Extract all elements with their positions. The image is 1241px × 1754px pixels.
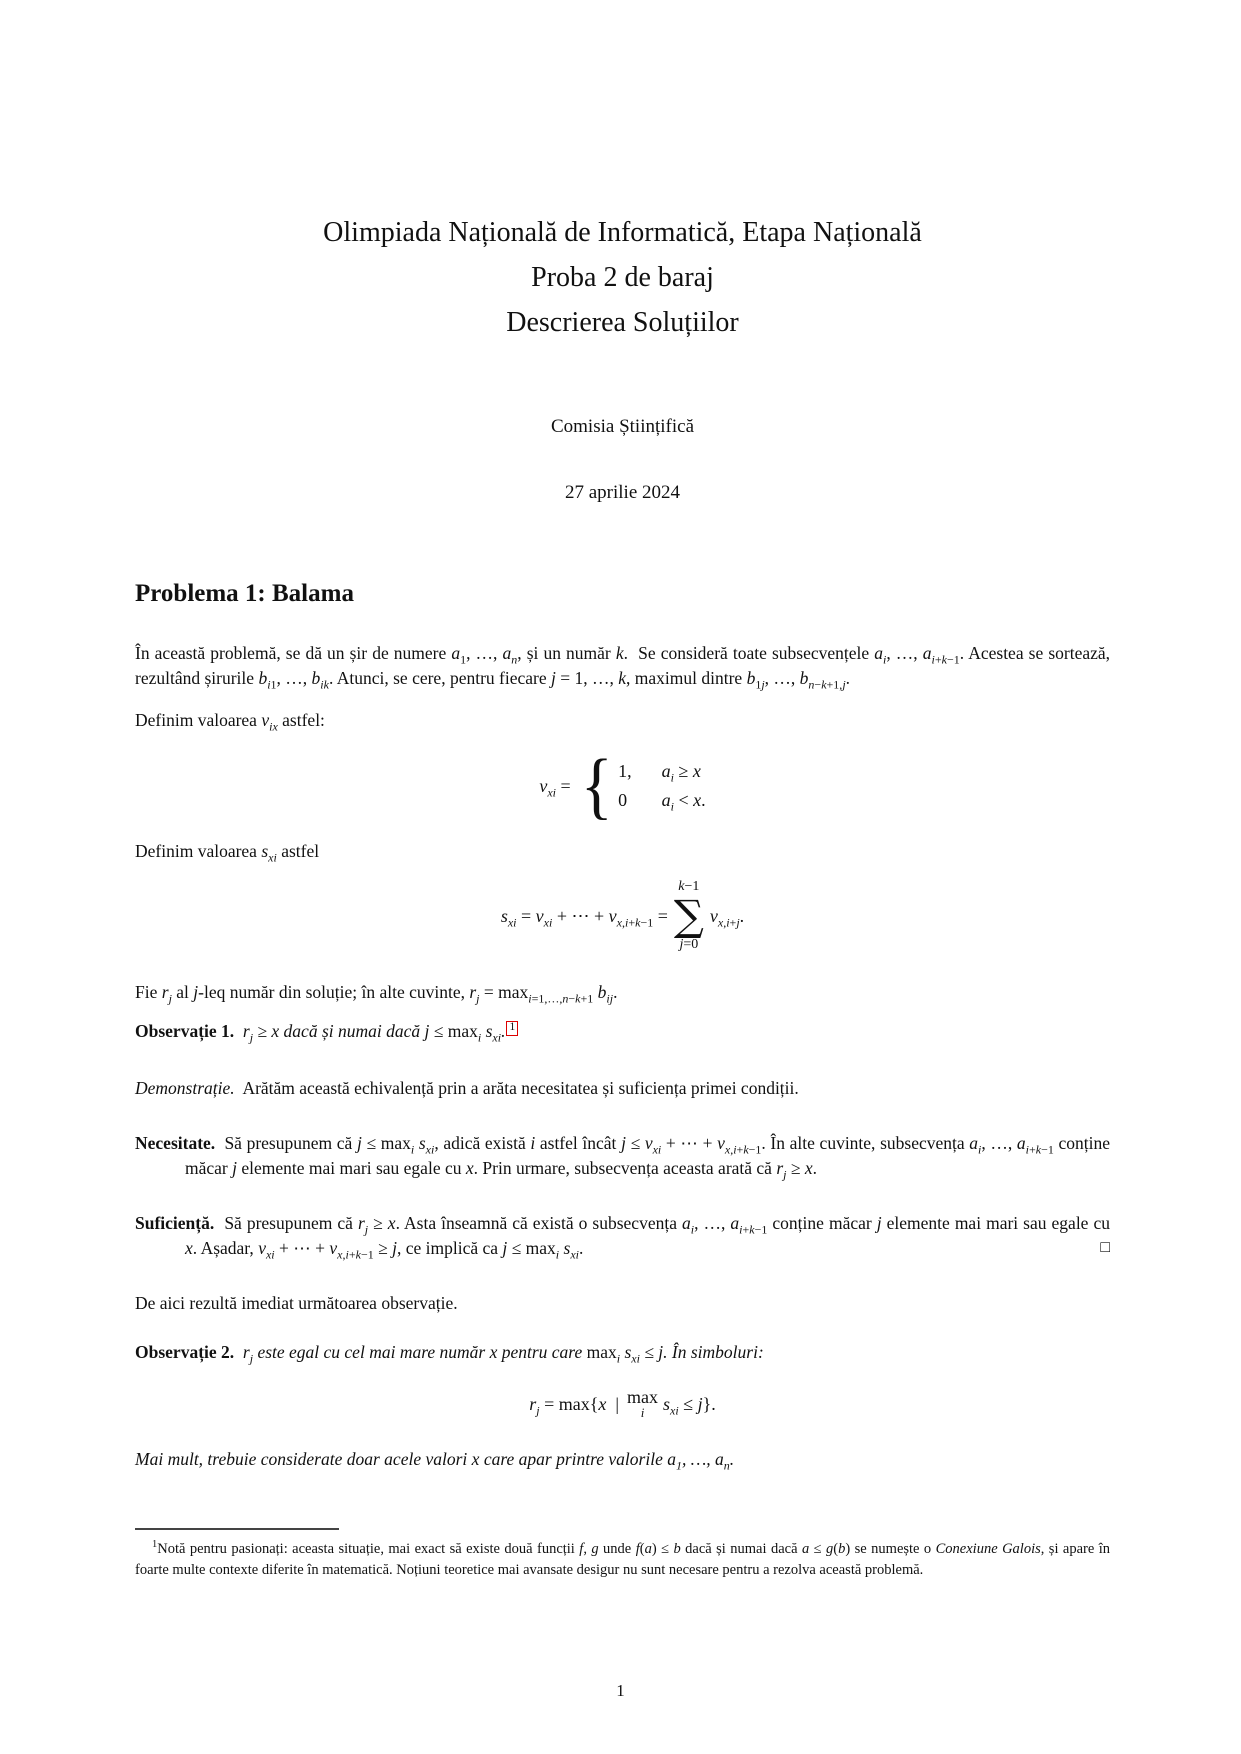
max-under-subscript: i xyxy=(640,1404,645,1420)
sum-lower-limit: j=0 xyxy=(679,937,699,952)
necessity-body: Să presupunem că $j \le \max_i s_{xi}$, adică există i astfel încât $j \le v_{xi}$ + ⋯ + $v_{x,i+k-1}$. În alte cuvinte, subsecvența $a_i$, …, $a_{i+k-1}$ conține măcar j elemente mai mari sau egale cu x. Prin urmare, subsecvența aceasta arată că $r_j \ge x$. xyxy=(185,1133,1111,1182)
footnote-area xyxy=(135,1528,1110,1581)
observation-1 xyxy=(135,1019,1110,1044)
title-line-3: Descrierea Soluțiilor xyxy=(506,307,739,338)
sigma-icon: ∑ xyxy=(673,891,704,940)
sum-upper-limit: k−1 xyxy=(678,878,700,894)
max-operator xyxy=(627,1388,658,1420)
deaici-paragraph: De aici rezultă imediat următoarea observație. xyxy=(135,1293,458,1313)
case-1-condition: $a_i \ge x$ xyxy=(661,761,701,785)
cases-rows xyxy=(618,759,706,813)
cases-brace-icon: { xyxy=(580,744,613,827)
doc-title xyxy=(135,0,1110,345)
sufficiency-label: Suficiență. xyxy=(135,1213,215,1233)
title-line-2: Proba 2 de baraj xyxy=(531,262,714,293)
intro-paragraph: În această problemă, se dă un șir de numere $a_1$, …, $a_n$, și un număr k. Se consideră toate subsecvențele $a_i$, …, $a_{i+k-1}$. Acestea se sortează, rezultând șirurile $b_{i1}$, …, $b_{ik}$. Atunci, se cere, pentru fiecare j = 1, …, k, maximul dintre $b_{1j}$, …, $b_{n-k+1,j}$. xyxy=(135,643,1111,692)
define-s-paragraph: Definim valoarea $s_{xi}$ astfel xyxy=(135,841,320,865)
sufficiency-body: Să presupunem că $r_j \ge x$. Asta înseamnă că există o subsecvența $a_i$, …, $a_{i+k-1}$ conține măcar j elemente mai mari sau egale cu x. Așadar, $v_{xi}$ + ⋯ + $v_{x,i+k-1} \ge j$, ce implică ca $j \le \max_i s_{xi}$. xyxy=(185,1213,1110,1262)
necessity-label: Necesitate. xyxy=(135,1133,216,1153)
title-line-1: Olimpiada Națională de Informatică, Etapa Națională xyxy=(323,217,922,248)
footnote-link[interactable]: 1 xyxy=(506,1021,518,1036)
author-line: Comisia Științifică xyxy=(550,416,695,437)
rj-equation xyxy=(135,1381,1110,1427)
rj-rhs: $s_{xi} \le j$}. xyxy=(663,1393,716,1418)
max-word: max xyxy=(627,1386,658,1407)
demonstration-paragraph: Demonstrație. Arătăm această echivalență prin a arăta necesitatea și suficiența primei condiții. xyxy=(135,1078,799,1098)
cases-lhs: $v_{xi}$ = xyxy=(539,775,571,800)
sum-equation xyxy=(135,872,1110,960)
date-line: 27 aprilie 2024 xyxy=(564,482,681,503)
case-1-value: 1, xyxy=(618,761,632,781)
case-2-condition: $a_i < x$. xyxy=(661,790,706,814)
qed-symbol: □ xyxy=(1100,1239,1110,1256)
sum-lhs: $s_{xi} = v_{xi}$ + ⋯ + $v_{x,i+k-1}$ = xyxy=(500,905,668,930)
maimult-paragraph: Mai mult, trebuie considerate doar acele valori x care apar printre valorile $a_1$, …, $a_n$. xyxy=(135,1449,735,1473)
sum-rhs: $v_{x,i+j}$. xyxy=(709,905,745,930)
observation-1-body: $r_j \ge x$ dacă și numai dacă $j \le \max_i s_{xi}$. xyxy=(242,1021,506,1045)
define-v-paragraph: Definim valoarea $v_{ix}$ astfel: xyxy=(135,710,325,734)
section-heading: Problema 1: Balama xyxy=(135,580,354,607)
fie-paragraph: Fie $r_j$ al j-leq număr din soluție; în alte cuvinte, $r_j = \max_{i=1,\dots,n-k+1} b_{ij}$. xyxy=(135,982,618,1006)
footnote-rule xyxy=(135,1528,339,1530)
page-number: 1 xyxy=(616,1681,625,1700)
observation-2-label: Observație 2. xyxy=(135,1342,235,1362)
cases-equation xyxy=(135,745,1110,827)
sufficiency-block xyxy=(135,1211,1110,1261)
case-2-value: 0 xyxy=(618,790,628,810)
observation-2-body: $r_j$ este egal cu cel mai mare număr x pentru care $\max_i s_{xi} \le j$. În simboluri: xyxy=(242,1342,764,1366)
observation-1-label: Observație 1. xyxy=(135,1021,235,1041)
observation-2 xyxy=(135,1340,1110,1365)
rj-lhs: $r_j = \max\{x$ | xyxy=(529,1393,619,1418)
footnote-text: $^1$Notă pentru pasionați: aceasta situație, mai exact să existe două funcții f, g unde f(a) ≤ b dacă și numai dacă a ≤ g(b) se numește o Conexiune Galois, și apare în foarte multe contexte diferite în matematică. Noțiuni teoretice mai avansate desigur nu sunt necesare pentru a rezolva această problemă. xyxy=(135,1539,1111,1578)
sum-operator xyxy=(674,879,704,953)
necessity-block xyxy=(135,1131,1110,1181)
